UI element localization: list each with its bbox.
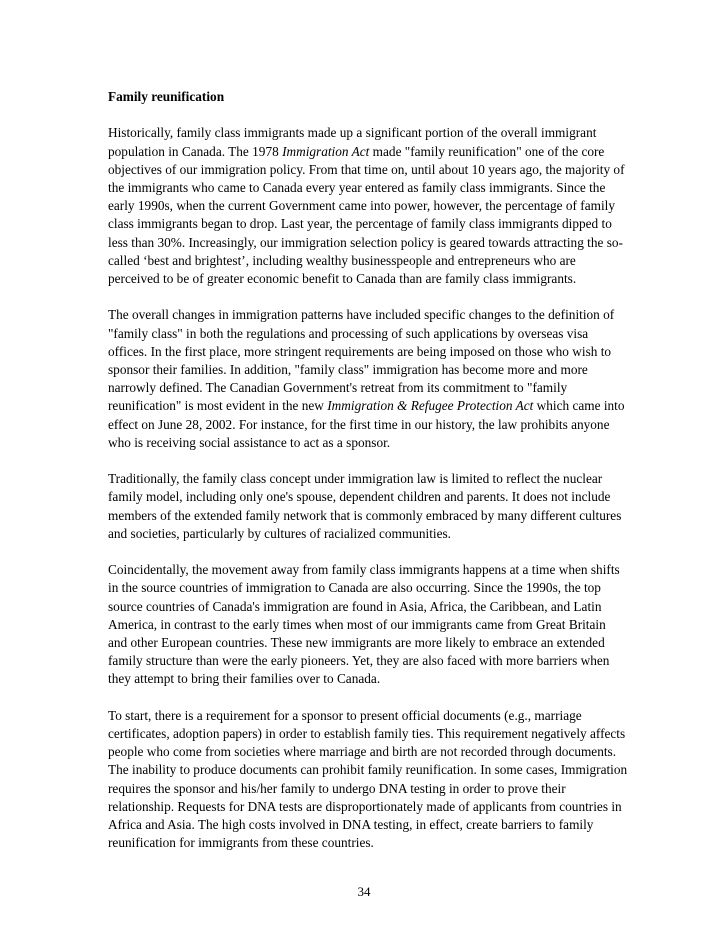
paragraph-text: To start, there is a requirement for a sponsor to present official documents (e.g., marriage certificates, adoption papers) in order to establish family ties. This requirement negatively affects people who come from societies where marriage and birth are not recorded through documents. The inability to produce documents can prohibit family reunification. In some cases, Immigration requires the sponsor and his/her family to undergo DNA testing in order to prove their relationship. Requests for DNA tests are disproportionately made of applicants from countries in Africa and Asia. The high costs involved in DNA testing, in effect, create barriers to family reunification for immigrants from these countries. — [108, 707, 628, 851]
body-paragraph — [108, 124, 628, 288]
italic-title-text: Immigration Act — [282, 143, 370, 159]
paragraph-text: Historically, family class immigrants made up a significant portion of the overall immigrant population in Canada. The 1978 — [108, 125, 597, 159]
paragraph-text: which came into effect on June 28, 2002. For instance, for the first time in our history, the law prohibits anyone who is receiving social assistance to act as a sponsor. — [108, 398, 625, 450]
paragraph-text: Traditionally, the family class concept under immigration law is limited to reflect the nuclear family model, including only one's spouse, dependent children and parents. It does not include members of the extended family network that is commonly embraced by many different cultures and societies, particularly by cultures of racialized communities. — [108, 471, 622, 541]
body-paragraph — [108, 306, 628, 452]
body-paragraph — [108, 470, 628, 543]
section-heading: Family reunification — [108, 89, 225, 104]
page-number: 34 — [357, 884, 371, 899]
document-body — [108, 88, 628, 871]
paragraph-text: Coincidentally, the movement away from family class immigrants happens at a time when shifts in the source countries of immigration to Canada are also occurring. Since the 1990s, the top source countries of Canada's immigration are found in Asia, Africa, the Caribbean, and Latin America, in contrast to the early times when most of our immigrants came from Great Britain and other European countries. These new immigrants are more likely to embrace an extended family structure than were the early pioneers. Yet, they are also faced with more barriers when they attempt to bring their families over to Canada. — [108, 562, 620, 687]
italic-title-text: Immigration & Refugee Protection Act — [327, 398, 534, 414]
paragraph-text: made "family reunification" one of the core objectives of our immigration policy. From that time on, until about 10 years ago, the majority of the immigrants who came to Canada every year entered as family class immigrants. Since the early 1990s, when the current Government came into power, however, the percentage of family class immigrants began to drop. Last year, the percentage of family class immigrants dipped to less than 30%. Increasingly, our immigration selection policy is geared towards attracting the so-called ‘best and brightest’, including wealthy businesspeople and entrepreneurs who are perceived to be of greater economic benefit to Canada than are family class immigrants. — [108, 143, 625, 287]
paragraph-list — [108, 124, 628, 852]
body-paragraph — [108, 561, 628, 688]
body-paragraph — [108, 707, 628, 853]
paragraph-text: The overall changes in immigration patterns have included specific changes to the definition of "family class" in both the regulations and processing of such applications by overseas visa offices. In the first place, more stringent requirements are being imposed on those who wish to sponsor their families. In addition, "family class" immigration has become more and more narrowly defined. The Canadian Government's retreat from its commitment to "family reunification" is most evident in the new — [108, 307, 615, 414]
